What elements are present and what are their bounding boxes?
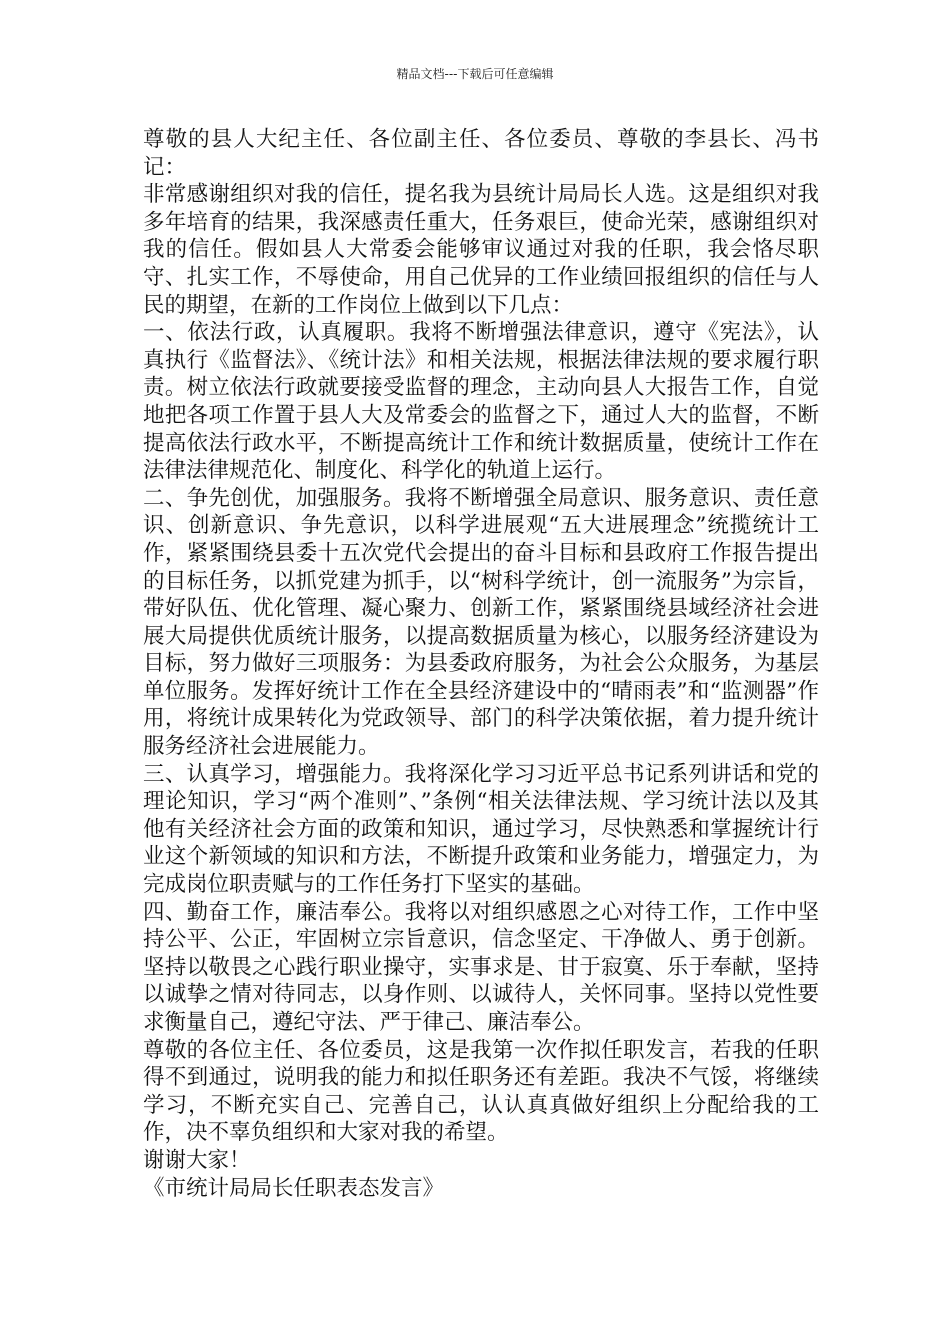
document-body xyxy=(143,126,819,1202)
point-one-paragraph: 一、依法行政，认真履职。我将不断增强法律意识，遵守《宪法》，认真执行《监督法》、《统计法》和相关法规，根据法律法规的要求履行职责。树立依法行政就要接受监督的理念，主动向县人大报告工作，自觉地把各项工作置于县人大及常委会的监督之下，通过人大的监督，不断提高依法行政水平，不断提高统计工作和统计数据质量，使统计工作在法律法律规范化、制度化、科学化的轨道上运行。 xyxy=(143,320,819,484)
page-header: 精品文档---下载后可任意编辑 xyxy=(396,67,554,81)
point-four-paragraph: 四、勤奋工作，廉洁奉公。我将以对组织感恩之心对待工作，工作中坚持公平、公正，牢固树立宗旨意识，信念坚定、干净做人、勇于创新。坚持以敬畏之心践行职业操守，实事求是、甘于寂寞、乐于奉献，坚持以诚挚之情对待同志，以身作则、以诚待人，关怀同事。坚持以党性要求衡量自己，遵纪守法、严于律己、廉洁奉公。 xyxy=(143,899,819,1035)
document-title-line: 《市统计局局长任职表态发言》 xyxy=(143,1175,445,1201)
intro-paragraph: 非常感谢组织对我的信任，提名我为县统计局局长人选。这是组织对我多年培育的结果，我深感责任重大，任务艰巨，使命光荣，感谢组织对我的信任。假如县人大常委会能够审议通过对我的任职，我会恪尽职守、扎实工作，不辱使命，用自己优异的工作业绩回报组织的信任与人民的期望，在新的工作岗位上做到以下几点： xyxy=(143,182,819,318)
thanks-line: 谢谢大家！ xyxy=(143,1147,251,1173)
salutation-paragraph: 尊敬的县人大纪主任、各位副主任、各位委员、尊敬的李县长、冯书记： xyxy=(143,127,819,180)
point-two-paragraph: 二、争先创优，加强服务。我将不断增强全局意识、服务意识、责任意识、创新意识、争先意识，以科学进展观“五大进展理念”统揽统计工作，紧紧围绕县委十五次党代会提出的奋斗目标和县政府工作报告提出的目标任务，以抓党建为抓手，以“树科学统计，创一流服务”为宗旨，带好队伍、优化管理、凝心聚力、创新工作，紧紧围绕县域经济社会进展大局提供优质统计服务，以提高数据质量为核心，以服务经济建设为目标，努力做好三项服务：为县委政府服务，为社会公众服务，为基层单位服务。发挥好统计工作在全县经济建设中的“晴雨表”和“监测器”作用，将统计成果转化为党政领导、部门的科学决策依据，着力提升统计服务经济社会进展能力。 xyxy=(143,485,819,760)
closing-paragraph: 尊敬的各位主任、各位委员，这是我第一次作拟任职发言，若我的任职得不到通过，说明我的能力和拟任职务还有差距。我决不气馁，将继续学习，不断充实自己、完善自己，认认真真做好组织上分配给我的工作，决不辜负组织和大家对我的希望。 xyxy=(143,1037,819,1146)
point-three-paragraph: 三、认真学习，增强能力。我将深化学习习近平总书记系列讲话和党的理论知识，学习“两个准则”、”条例“相关法律法规、学习统计法以及其他有关经济社会方面的政策和知识，通过学习，尽快熟悉和掌握统计行业这个新领域的知识和方法，不断提升政策和业务能力，增强定力，为完成岗位职责赋与的工作任务打下坚实的基础。 xyxy=(143,761,819,898)
